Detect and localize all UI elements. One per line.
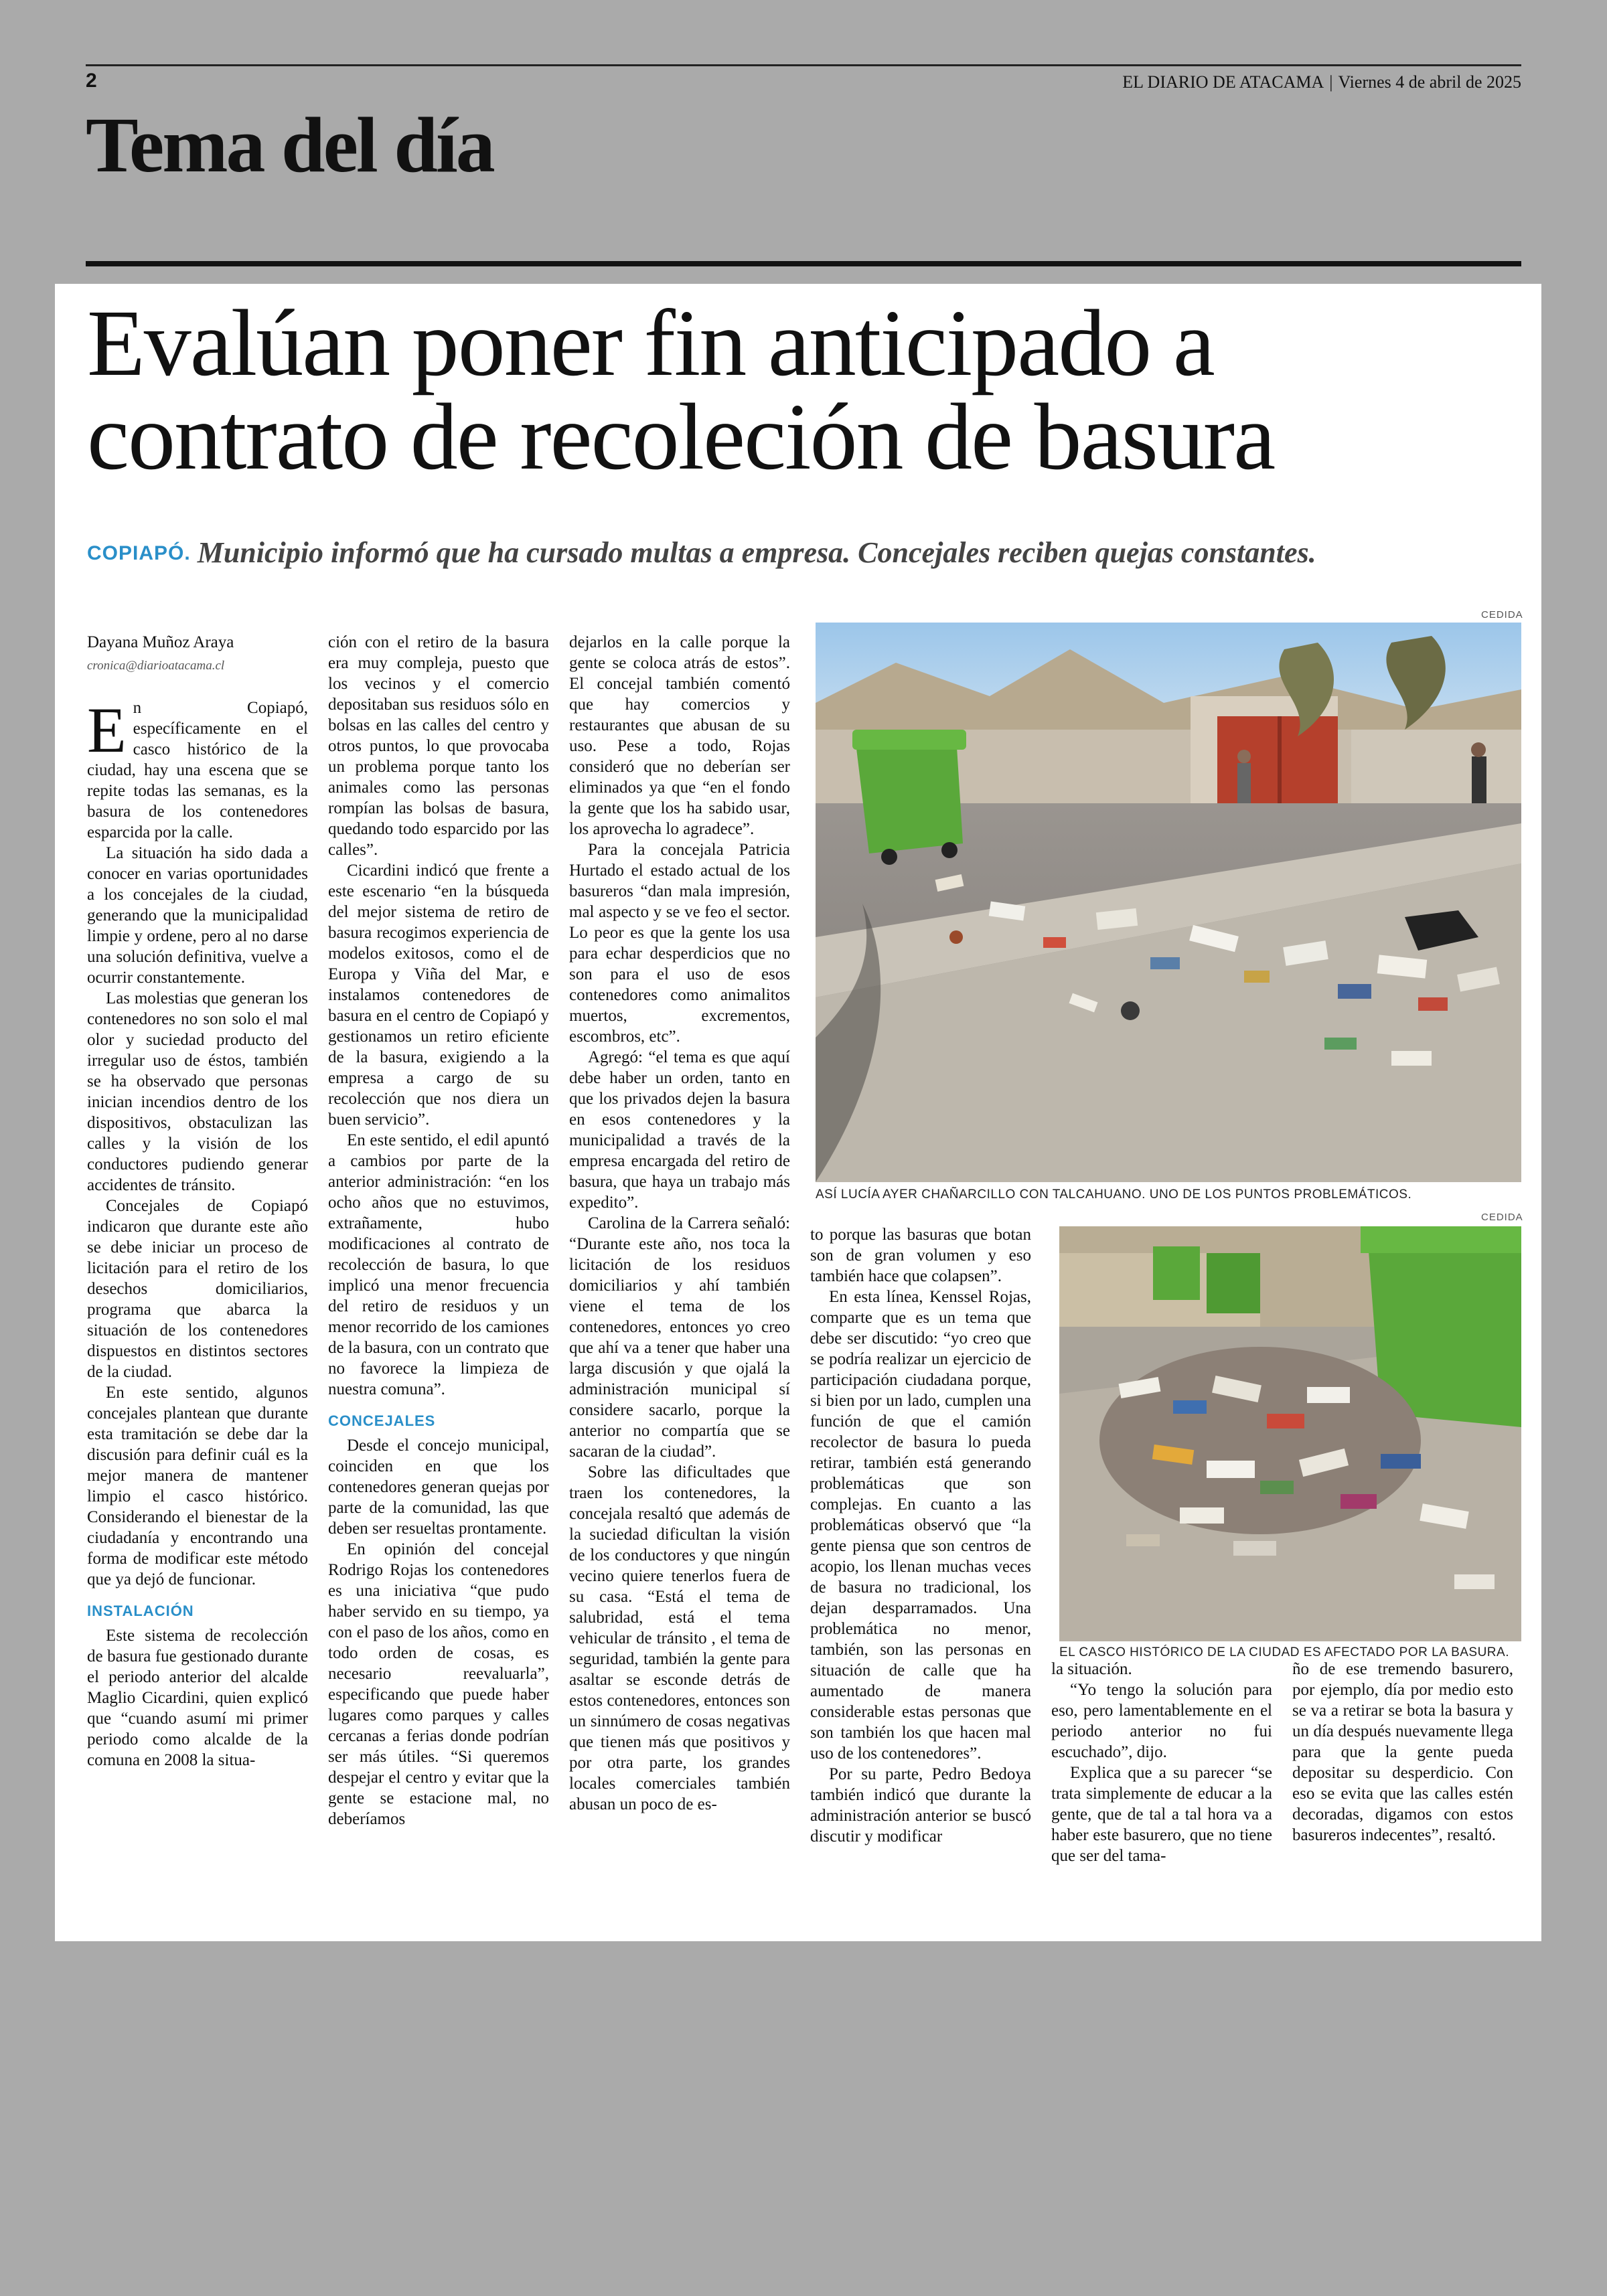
column-3	[569, 632, 790, 1815]
paragraph: En esta línea, Kenssel Rojas, comparte que es un tema que debe ser discutido: “yo creo que se podría realizar un ejercicio de participación ciudadana porque, si bien por un lado, cumplen una función de que el camión recolector de basura lo pueda retirar, también está generando problemáticas que son complejas. En cuanto a las problemáticas observó que “la gente piensa que son centros de acopio, los llenan muchas veces de basura no tradicional, los dejan desparramados. Una problemática no menor, también, son las personas en situación de calle que ha aumentado de manera considerable estas personas que son también los que hacen mal uso de los contenedores”.	[810, 1288, 1031, 1762]
byline: Dayana Muñoz Araya	[87, 633, 234, 651]
dropcap: E	[87, 694, 127, 766]
photo-historic-center-trash	[1059, 1226, 1521, 1641]
paragraph: ción con el retiro de la basura era muy compleja, puesto que los vecinos y el comercio depositaban sus residuos sólo en bolsas en las calles del centro y otros puntos, lo que provocaba un problema porque tanto los animales como las personas rompían las bolsas de basura, quedando todo esparcido por las calles”.	[328, 633, 549, 859]
paragraph: Carolina de la Carrera señaló: “Durante este año, nos toca la licitación de los residuos domiciliarios y ahí también viene el tema de los contenedores, entonces yo creo que ahí va a tener que haber una larga discusión y que ojalá la administración municipal sí considere sacarlo, porque la anterior no compartía que se sacaran de la ciudad”.	[569, 1214, 790, 1461]
paragraph: ño de ese tremendo basurero, por ejemplo, día por medio esto se va a retirar se bota la basura y un día después nuevamente llega para que la gente pueda depositar su desperdicio. Con eso se evita que las calles estén decoradas, digamos con estos basureros indecentes”, resaltó.	[1292, 1660, 1513, 1844]
kicker	[87, 536, 1527, 570]
paragraph: Para la concejala Patricia Hurtado el estado actual de los basureros “dan mala impresión, mal aspecto y se ve feo el sector. Lo peor es que la gente los usa para echar desperdicios que no son para el uso de esos contenedores como animalitos muertos, excrementos, escombros, etc”.	[569, 841, 790, 1046]
paragraph: Sobre las dificultades que traen los contenedores, la concejala resaltó que además de la suciedad dificultan la visión de los conductores y que ningún vecino quiere tenerlos fuera de su casa. “Está el tema de salubridad, está el tema vehicular de tránsito , el tema de seguridad, también la gente para asaltar se esconde detrás de estos contenedores, entonces son un sinnúmero de cosas negativas que tienen más que positivos y por otra parte, los grandes locales comerciales también abusan un poco de es-	[569, 1463, 790, 1813]
paragraph: Explica que a su parecer “se trata simplemente de educar a la gente, que de tal a tal hora va a haber este basurero, que no tiene que ser del tama-	[1051, 1764, 1272, 1865]
kicker-location: COPIAPÓ.	[87, 542, 191, 564]
paragraph: En este sentido, algunos concejales plantean que durante esta tramitación se debe dar la discusión para definir cuál es la mejor manera de mantener limpio el casco histórico. Considerando el bienestar de la ciudadanía y encontrando una forma de modificar este método que ya dejó de funcionar.	[87, 1384, 308, 1588]
paragraph: Concejales de Copiapó indicaron que durante este año se debe iniciar un proceso de licitación para el retiro de los desechos domiciliarios, programa que abarca la situación de los contenedores dispuestos en distintos sectores de la ciudad.	[87, 1197, 308, 1381]
photo-street-trash	[816, 623, 1521, 1182]
paragraph: Agregó: “el tema es que aquí debe haber un orden, tanto en que los privados dejen la basura en esos contenedores y la municipalidad a través de la empresa encargada del retiro de basura, que haya un trabajo más expedito”.	[569, 1048, 790, 1212]
paragraph	[87, 694, 308, 843]
headline-line-1: Evalúan poner fin anticipado a	[87, 290, 1214, 396]
article	[55, 284, 1541, 1941]
section-rule	[86, 261, 1521, 266]
photo-2-caption: EL CASCO HISTÓRICO DE LA CIUDAD ES AFECTADO POR LA BASURA.	[1059, 1645, 1509, 1659]
photo-2-illustration	[1059, 1226, 1521, 1641]
photo-1-caption: ASÍ LUCÍA AYER CHAÑARCILLO CON TALCAHUANO. UNO DE LOS PUNTOS PROBLEMÁTICOS.	[816, 1187, 1412, 1202]
paragraph: to porque las basuras que botan son de gran volumen y eso también hace que colapsen”.	[810, 1226, 1031, 1285]
column-4	[810, 1224, 1031, 1847]
section-title: Tema del día	[86, 101, 493, 189]
paragraph-text: n Copiapó, específicamente en el casco histórico de la ciudad, hay una escena que se repite todas las semanas, es la basura de los contenedores esparcida por la calle.	[87, 699, 308, 841]
column-1	[87, 632, 308, 1771]
photo-2-credit: CEDIDA	[1481, 1212, 1523, 1223]
green-container	[852, 730, 966, 865]
subhead-concejales: CONCEJALES	[328, 1412, 436, 1429]
top-rule	[86, 64, 1521, 66]
newspaper-name: EL DIARIO DE ATACAMA	[1122, 72, 1324, 92]
deck: Municipio informó que ha cursado multas a empresa. Concejales reciben quejas constantes.	[197, 536, 1316, 569]
masthead-separator: |	[1329, 72, 1333, 92]
page-header	[0, 0, 1607, 281]
paragraph: La situación ha sido dada a conocer en varias oportunidades a los concejales de la ciudad, generando que la municipalidad limpie y ordene, pero al no darse una solución definitiva, vuelve a ocurrir constantemente.	[87, 844, 308, 987]
author-email: cronica@diarioatacama.cl	[87, 659, 225, 673]
paragraph: En opinión del concejal Rodrigo Rojas los contenedores es una iniciativa “que pudo haber servido en su tiempo, ya con el paso de los años, como en todo orden de cosas, es necesario reevaluarla”, especificando que puede haber lugares como parques y calles cercanas a ferias donde podrían ser más útiles. “Si queremos despejar el centro y evitar que la gente se estacione mal, no deberíamos	[328, 1540, 549, 1828]
paragraph: Por su parte, Pedro Bedoya también indicó que durante la administración anterior se buscó discutir y modificar	[810, 1765, 1031, 1846]
headline-line-2: contrato de recoleción de basura	[87, 384, 1275, 489]
subhead-instalacion: INSTALACIÓN	[87, 1603, 194, 1619]
masthead	[1122, 72, 1521, 92]
paragraph: Desde el concejo municipal, coinciden en que los contenedores generan quejas por parte de la comunidad, las que deben ser resueltas prontamente.	[328, 1437, 549, 1538]
column-2	[328, 632, 549, 1829]
photo-1-illustration	[816, 623, 1521, 1182]
column-6	[1292, 1659, 1513, 1846]
page-number: 2	[86, 70, 97, 92]
headline	[87, 290, 1520, 489]
paragraph: Este sistema de recolección de basura fue gestionado durante el periodo anterior del alcalde Maglio Cicardini, quien explicó que “cuando asumí mi primer periodo como alcalde de la comuna en 2008 la situa-	[87, 1627, 308, 1769]
paragraph: la situación.	[1051, 1660, 1132, 1678]
paragraph: En este sentido, el edil apuntó a cambios por parte de la anterior administración: “en los ocho años que no estuvimos, extrañamente, hubo modificaciones al contrato de recolección de basura, lo que implicó una menor frecuencia del retiro de residuos y un menor recorrido de los camiones de la basura, con un contrato que no favorece la limpieza de nuestra comuna”.	[328, 1131, 549, 1398]
column-5	[1051, 1659, 1272, 1866]
paragraph: Cicardini indicó que frente a este escenario “en la búsqueda del mejor sistema de retiro de basura recogimos experiencia de modelos exitosos, como el de Europa y Viña del Mar, e instalamos contenedores de basura en el centro de Copiapó y gestionamos un retiro eficiente de la basura, exigiendo a la empresa a cargo de su recolección que nos diera un buen servicio”.	[328, 862, 549, 1129]
issue-date: Viernes 4 de abril de 2025	[1338, 72, 1521, 92]
paragraph: dejarlos en la calle porque la gente se coloca atrás de estos”. El concejal también comentó que hay comercios y restaurantes que abusan de su uso. Pese a todo, Rojas consideró que no deberían ser eliminados ya que “en el fondo la gente que los ha sabido usar, los aprovecha lo agradece”.	[569, 633, 790, 838]
paragraph: “Yo tengo la solución para eso, pero lamentablemente en el periodo anterior no fui escuchado”, dijo.	[1051, 1681, 1272, 1761]
paragraph: Las molestias que generan los contenedores no son solo el mal olor y suciedad producto del irregular uso de éstos, también se ha observado que personas inician incendios dentro de los dispositivos, obstaculizan las calles y la visión de los conductores pudiendo generar accidentes de tránsito.	[87, 989, 308, 1194]
photo-1-credit: CEDIDA	[1481, 609, 1523, 621]
